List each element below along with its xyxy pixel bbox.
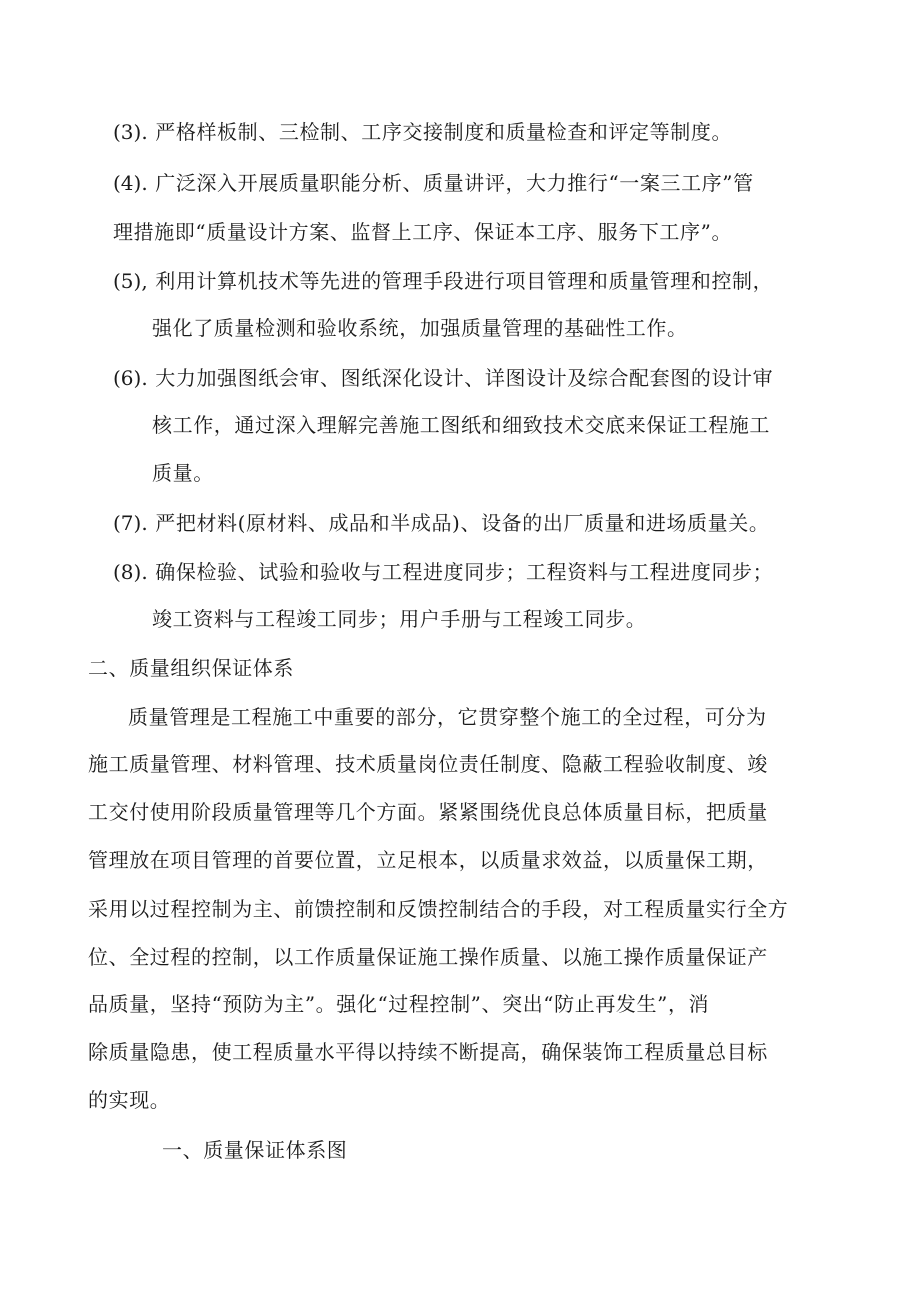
paragraph-line: 除质量隐患，使工程质量水平得以持续不断提高，确保装饰工程质量总目标 <box>88 1040 768 1064</box>
item-text-line: . 大力加强图纸会审、图纸深化设计、详图设计及综合配套图的设计审 <box>141 366 774 390</box>
item-text-line: . 确保检验、试验和验收与工程进度同步；工程资料与工程进度同步； <box>141 560 774 584</box>
list-item-7 <box>113 509 769 537</box>
item-text-line: . 严把材料(原材料、成品和半成品)、设备的出厂质量和进场质量关。 <box>141 511 770 535</box>
list-item-3 <box>113 118 732 146</box>
section-heading: 二、质量组织保证体系 <box>88 656 294 680</box>
paragraph-line: 管理放在项目管理的首要位置，立足根本，以质量求效益，以质量保工期， <box>88 848 768 872</box>
subheading: 一、质量保证体系图 <box>162 1138 348 1162</box>
item-continuation-line: 强化了质量检测和验收系统，加强质量管理的基础性工作。 <box>152 316 688 340</box>
paragraph-line: 质量管理是工程施工中重要的部分，它贯穿整个施工的全过程，可分为 <box>128 705 767 729</box>
item-number: (7) <box>113 511 142 535</box>
item-text-line: , 利用计算机技术等先进的管理手段进行项目管理和质量管理和控制， <box>141 269 774 293</box>
paragraph-line: 的实现。 <box>88 1088 171 1112</box>
item-continuation-line: 质量。 <box>152 461 214 485</box>
paragraph-line: 施工质量管理、材料管理、技术质量岗位责任制度、隐蔽工程验收制度、竣 <box>88 752 768 776</box>
list-item-4 <box>113 169 754 197</box>
list-item-5 <box>113 267 773 295</box>
item-number: (8) <box>113 560 142 584</box>
item-number: (6) <box>113 366 142 390</box>
paragraph-line: 工交付使用阶段质量管理等几个方面。紧紧围绕优良总体质量目标，把质量 <box>88 800 768 824</box>
item-continuation-line: 理措施即“质量设计方案、监督上工序、保证本工序、服务下工序”。 <box>113 220 733 244</box>
list-item-6 <box>113 364 773 392</box>
item-number: (5) <box>113 269 142 293</box>
list-item-8 <box>113 558 773 586</box>
item-number: (3) <box>113 120 142 144</box>
item-number: (4) <box>113 171 142 195</box>
paragraph-line: 品质量，坚持“预防为主”。强化“过程控制”、突出“防止再发生”，消 <box>88 992 710 1016</box>
item-text-line: . 严格样板制、三检制、工序交接制度和质量检查和评定等制度。 <box>141 120 733 144</box>
paragraph-line: 位、全过程的控制，以工作质量保证施工操作质量、以施工操作质量保证产 <box>88 945 768 969</box>
paragraph-line: 采用以过程控制为主、前馈控制和反馈控制结合的手段，对工程质量实行全方 <box>88 897 789 921</box>
item-continuation-line: 竣工资料与工程竣工同步；用户手册与工程竣工同步。 <box>152 607 647 631</box>
item-text-line: . 广泛深入开展质量职能分析、质量讲评，大力推行“一案三工序”管 <box>141 171 754 195</box>
item-continuation-line: 核工作，通过深入理解完善施工图纸和细致技术交底来保证工程施工 <box>152 413 770 437</box>
